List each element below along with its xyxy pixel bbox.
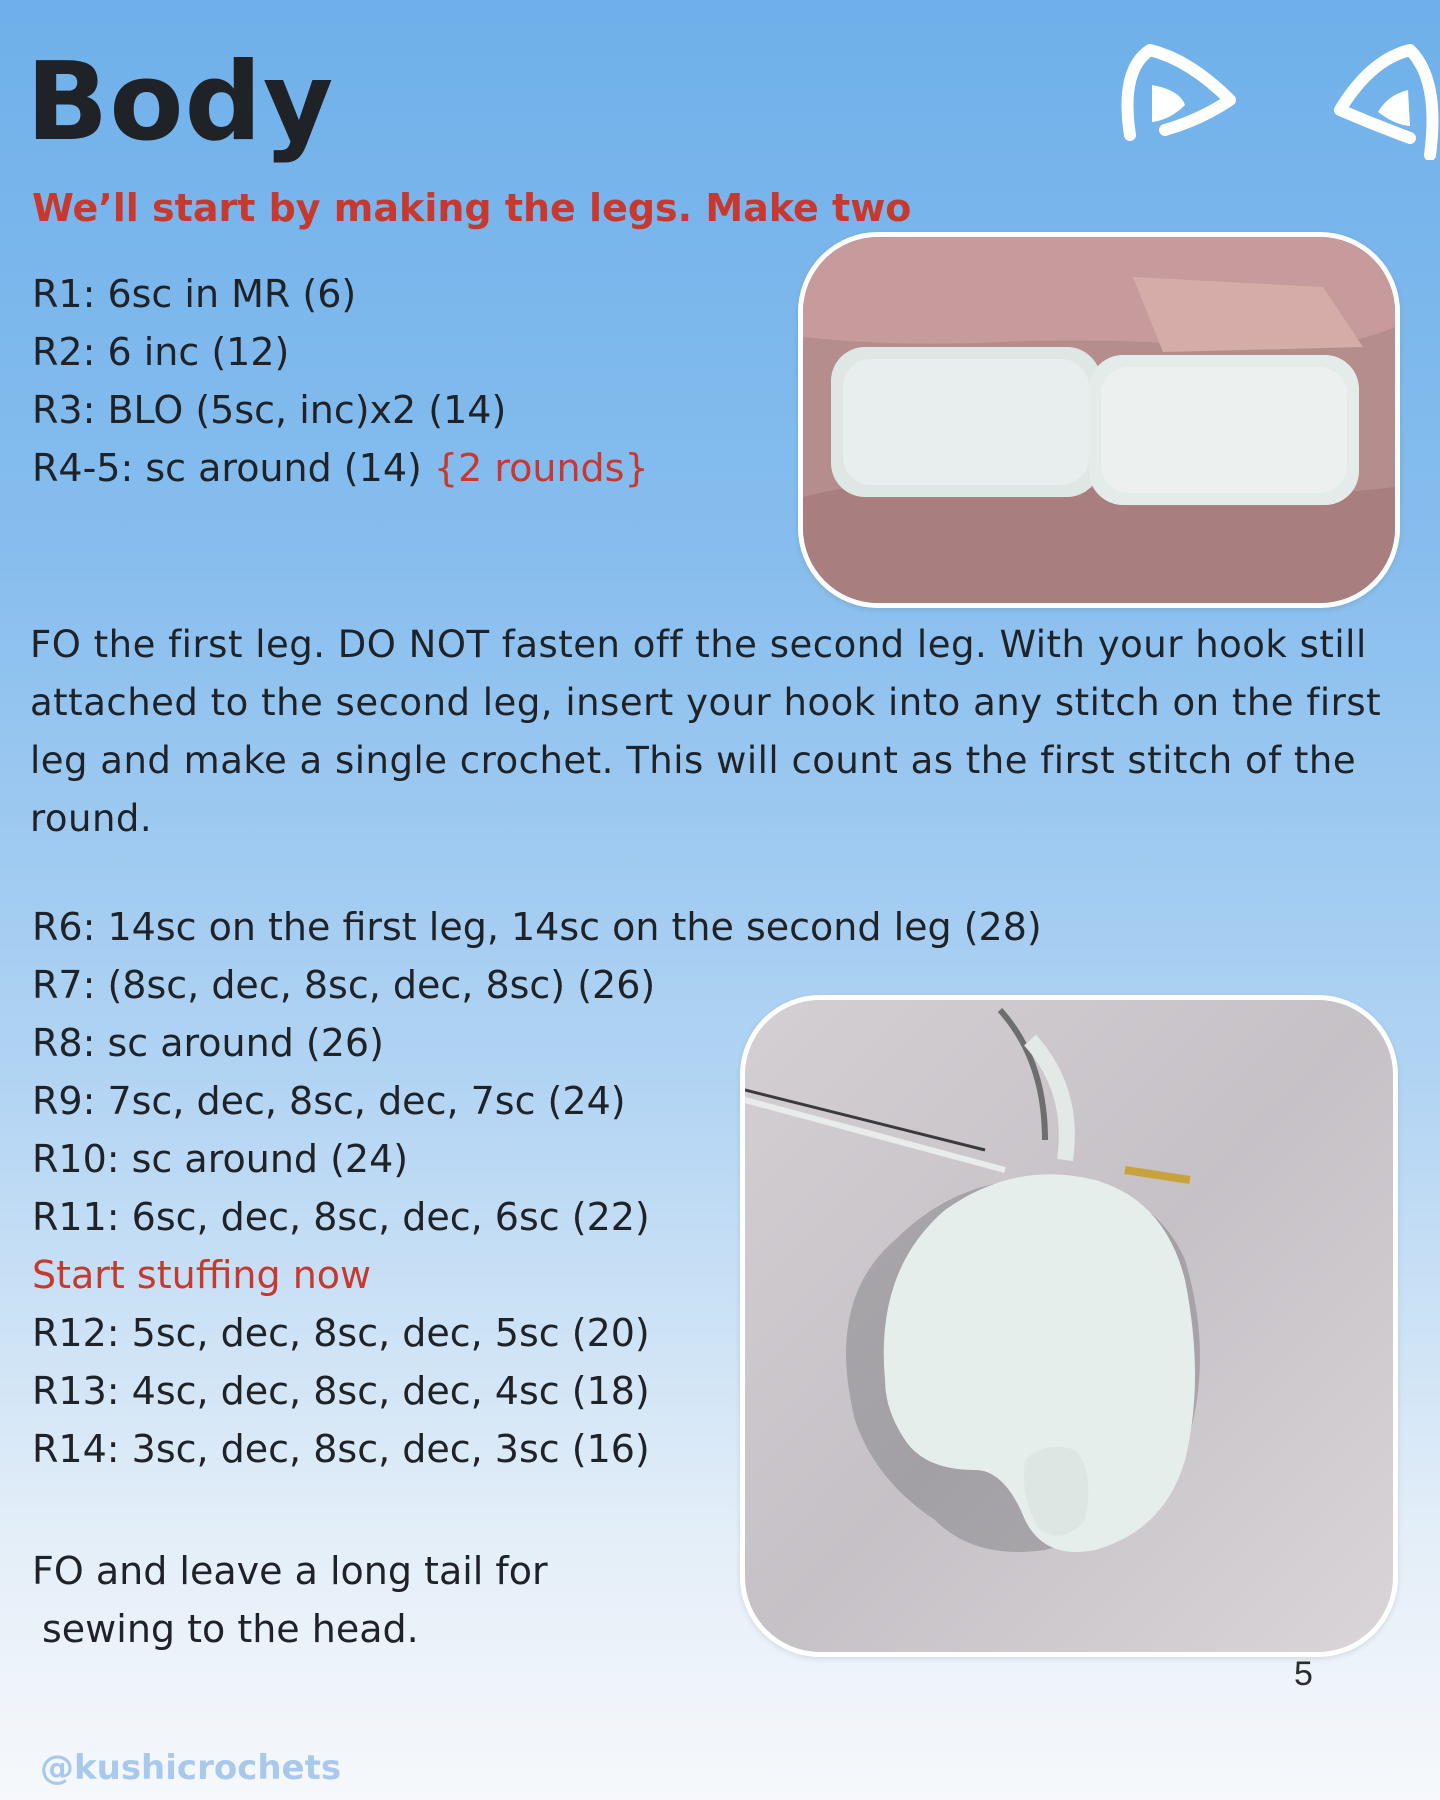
intro-line: We’ll start by making the legs. Make two (32, 186, 912, 230)
finish-line-2: sewing to the head. (42, 1607, 419, 1651)
round-r4-5-text: R4-5: sc around (14) (32, 446, 422, 490)
finish-line-1: FO and leave a long tail for (32, 1549, 548, 1593)
round-r2: R2: 6 inc (12) (32, 330, 290, 374)
author-handle: @kushicrochets (40, 1748, 342, 1788)
cat-ears-icon (1110, 30, 1440, 160)
legs-photo (798, 232, 1400, 608)
round-r9: R9: 7sc, dec, 8sc, dec, 7sc (24) (32, 1079, 626, 1123)
round-r12: R12: 5sc, dec, 8sc, dec, 5sc (20) (32, 1311, 650, 1355)
round-r6: R6: 14sc on the first leg, 14sc on the second leg (28) (32, 905, 1042, 949)
round-r10: R10: sc around (24) (32, 1137, 409, 1181)
round-r13: R13: 4sc, dec, 8sc, dec, 4sc (18) (32, 1369, 650, 1413)
round-r14: R14: 3sc, dec, 8sc, dec, 3sc (16) (32, 1427, 650, 1471)
body-photo (740, 995, 1398, 1657)
legs-rounds (32, 265, 649, 497)
page-title: Body (26, 40, 335, 165)
round-r8: R8: sc around (26) (32, 1021, 384, 1065)
page-number: 5 (1294, 1655, 1313, 1693)
round-r7: R7: (8sc, dec, 8sc, dec, 8sc) (26) (32, 963, 656, 1007)
round-r4-5-note: {2 rounds} (433, 446, 649, 490)
join-paragraph: FO the first leg. DO NOT fasten off the second leg. With your hook still attached to the second leg, insert your hook into any stitch on the first leg and make a single crochet. This will count as the first stitch of the round. (30, 623, 1382, 840)
stuffing-note: Start stuffing now (32, 1253, 372, 1297)
round-r3: R3: BLO (5sc, inc)x2 (14) (32, 388, 507, 432)
round-r11: R11: 6sc, dec, 8sc, dec, 6sc (22) (32, 1195, 650, 1239)
round-r4-5 (32, 439, 649, 497)
round-r1: R1: 6sc in MR (6) (32, 272, 357, 316)
